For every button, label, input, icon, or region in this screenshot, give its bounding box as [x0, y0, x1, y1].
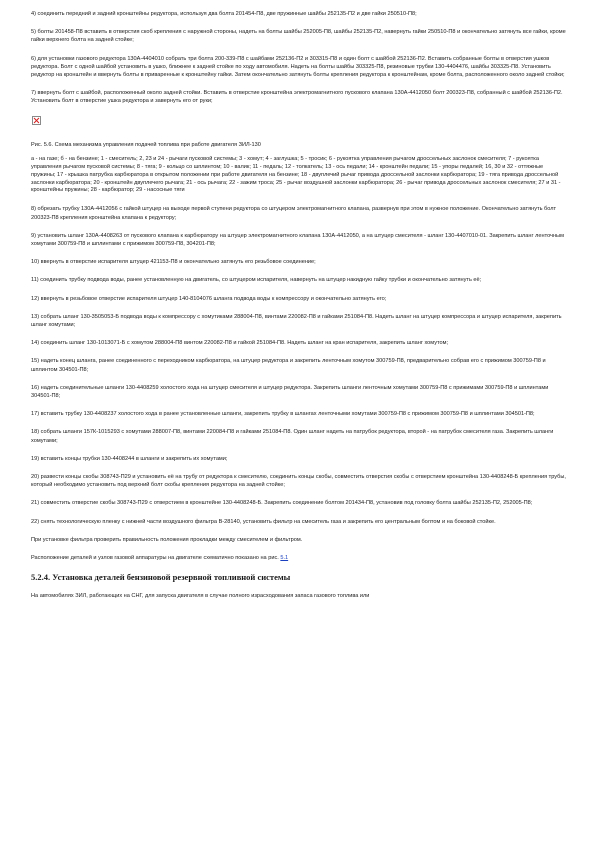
paragraph-step-16: 16) надеть соединительные шланги 130-4408259 холостого хода на штуцер смесителя и штуцер редуктора. Закрепить шланги ленточным хомутами 300759-П8 с прижимами 300759-П8 и шплинтами 304501-П8; [31, 384, 549, 399]
paragraph-step-18: 18) собрать шланги 157К-1015293 с хомутами 288007-П8, винтами 220084-П8 и гайками 251084-П8. Один шланг надеть на патрубок редуктора, второй - на патрубок смесителя газа. Закрепить шланги хомутами; [31, 429, 554, 444]
broken-image-icon[interactable] [32, 116, 41, 125]
paragraph-step-17: 17) вставить трубку 130-4408237 холостого хода в ранее установленные шланги, закрепить трубку в шлангах ленточными хомутами 300759-П8 с прижимом 300759-П8 и шплинтами 304501-П8; [31, 411, 535, 418]
reference-sentence: Расположение деталей и узлов газовой аппаратуры на двигателе схематично показано на рис. [31, 555, 281, 562]
paragraph-step-20: 20) развести концы скобы 308743-П29 и установить её на трубу от редуктора к смесителю, соединить концы скобы, совместить отверстия скобы с отверстием кронштейна 130-4408248-Б крепления трубы, который необходимо установить под верхний болт скобы крепления редуктора на задней стойке; [31, 474, 566, 489]
section-heading: 5.2.4. Установка деталей бензиновой резервной топливной системы [31, 572, 291, 583]
paragraph-filter-note: При установке фильтра проверить правильность положения прокладки между смесителем и фильтром. [31, 536, 303, 543]
document-page [31, 10, 566, 610]
figure-caption: Рис. 5.6. Схема механизма управления подачей топлива при работе двигателя ЗИЛ-130 [31, 141, 261, 148]
paragraph-step-13: 13) собрать шланг 130-3505053-Б подвода воды к компрессору с хомутиками 288004-П8, винтами 220082-П8 и гайками 251084-П8. Надеть шланг на штуцер компрессора и штуцер испарителя, закрепить шланг хомутами; [31, 313, 562, 328]
paragraph-step-12: 12) ввернуть в резьбовое отверстие испарителя штуцер 140-8104076 шланга подвода воды к компрессору и окончательно затянуть его; [31, 295, 387, 302]
paragraph-step-10: 10) ввернуть в отверстие испарителя штуцер 421153-П8 и окончательно затянуть его резьбовое соединение; [31, 259, 316, 266]
paragraph-step-14: 14) соединить шланг 130-1013071-Б с хомутом 288004-П8 винтом 220082-П8 и гайкой 251084-П8. Надеть шланг на кран испарителя, закрепить шланг хомутом; [31, 340, 449, 347]
paragraph-step-21: 21) совместить отверстие скобы 308743-П29 с отверстием в кронштейне 130-4408248-Б. Закрепить соединение болтом 201434-П8, установив под головку болта шайбы 252135-П2, 252005-П8; [31, 500, 533, 507]
paragraph-step-8: 8) обрезать трубку 130А-4412056 с гайкой штуцер на выходе первой ступени редуктора со штуцером электромагнитного клапана, развернув при этом в нужное положение. Окончательно затянуть болт 200323-П8 крепления кронштейна клапана к редуктору; [31, 206, 557, 221]
paragraph-step-22: 22) снять технологическую пленку с нижней части воздушного фильтра В-28140, установить фильтр на смеситель газа и закрепить его центральным болтом и на боковой стойке. [31, 518, 496, 525]
paragraph-section-intro: На автомобилях ЗИЛ, работающих на СНГ, для запуска двигателя в случае полного израсходования запаса газового топлива или [31, 593, 370, 600]
paragraph-step-7: 7) ввернуть болт с шайбой, расположенный около задней стойки. Вставить в отверстие кронштейна электромагнитного пускового клапана 130А-4412050 болт 200323-П8, собранный с шайбой 252136-П2. Установить болт в отверстие ушка редуктора и завернуть его от руки; [31, 90, 563, 105]
figure-5-1-link[interactable]: 5.1 [280, 555, 289, 562]
paragraph-step-6: 6) для установки газового редуктора 130А-4404010 собрать три болта 200-339-П8 с шайбами 252136-П2 и 303315-П8 и один болт с шайбой 252136-П2. Вставить собранные болты в отверстия ушков редуктора. Болт с одной шайбой установить в ушко, ближнее к задней стойке по ходу автомобиля. Надеть на болты шайбы 303325-П8, резиновые трубки 130-4404476, шайбы 303325-П8. Установить редуктор на кронштейн и ввернуть болты в приваренные к кронштейну гайки. Затем окончательно затянуть болты крепления редуктора к кронштейнам, кроме болта, расположенного около задней стойки; [31, 55, 565, 79]
paragraph-step-19: 19) вставить концы трубки 130-4408244 в шланги и закрепить их хомутами; [31, 455, 228, 462]
paragraph-step-15: 15) надеть конец шланга, ранее соединенного с переходником карбюратора, на штуцер редуктора и закрепить ленточным хомутом 300759-П8, предварительно собрав его с прижимом 300759-П8 и шплинтом 304501-П8; [31, 358, 546, 373]
paragraph-figure-reference [31, 554, 566, 562]
paragraph-step-5: 5) болты 201458-П8 вставить в отверстия скоб крепления с наружной стороны, надеть на болты шайбы 252005-П8, шайбы 252135-П2, навернуть гайки 250510-П8 и окончательно затянуть все гайки, кроме гайки верхнего болта на задней стойке; [31, 29, 566, 44]
paragraph-step-4: 4) соединить передний и задний кронштейны редуктора, используя два болта 201454-П8, две пружинные шайбы 252135-П2 и две гайки 250510-П8; [31, 11, 417, 17]
paragraph-step-11: 11) соединить трубку подвода воды, ранее установленную на двигатель, со штуцером испарителя, навернуть на штуцер накидную гайку трубки и окончательно затянуть её; [31, 277, 482, 284]
figure-legend: а - на газе; б - на бензине; 1 - смеситель; 2, 23 и 24 - рычаги пусковой системы; 3 - хомут; 4 - заглушка; 5 - тросик; 6 - рукоятка управления рычагом дроссельных заслонок смесителя; 7 - рукоятка управления рычагом пусковой системы; 8 - тяга; 9 - кольцо со шплинтом; 10 - валик; 11 - педаль; 12 - толкатель; 13 - ось педали; 14 - кронштейн педали; 15 - упоры педалей; 16, 30 и 32 - оттяжные пружины; 17 - крышка патрубка карбюратора в открытом положении при работе двигателя на бензине; 18 - двуплечий рычаг привода дроссельной заслонки карбюратора; 19 - тяга привода дроссельной заслонки карбюратора; 20 - кронштейн двуплечего рычага; 21 - ось рычага; 22 - зажим троса; 25 - рычаг воздушной заслонки карбюратора; 26 - рычаг привода дроссельных заслонок смесителя; 27 и 31 - кронштейны пружины; 28 - карбюратор; 29 - насосные тяги [31, 155, 561, 194]
paragraph-step-9: 9) установить шланг 130А-4408263 от пускового клапана к карбюратору на штуцер электромагнитного клапана 130А-4412050, а на штуцер смесителя - шланг 130-4407010-01. Закрепить шланг ленточным хомутами 300759-П8 и шплинтами с прижимом 300759-П8, 304201-П8; [31, 232, 564, 247]
